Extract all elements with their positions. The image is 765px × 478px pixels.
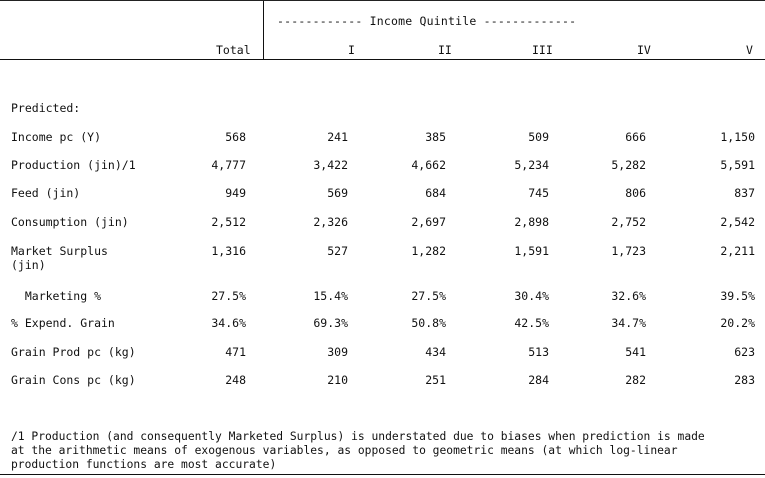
table-cell: 541	[625, 345, 646, 359]
table-cell: 50.8%	[411, 316, 446, 330]
row-label: Feed (jin)	[11, 186, 81, 200]
table-cell: 568	[225, 130, 246, 144]
header-bottom-rule	[0, 59, 765, 60]
section-label-predicted: Predicted:	[11, 101, 81, 115]
table-cell: 27.5%	[211, 289, 246, 303]
table-cell: 434	[425, 345, 446, 359]
table-cell: 309	[327, 345, 348, 359]
column-header-total: Total	[216, 43, 251, 57]
row-label: Income pc (Y)	[11, 130, 102, 144]
table-cell: 1,150	[720, 130, 755, 144]
row-label: Grain Prod pc (kg)	[11, 345, 136, 359]
table-cell: 527	[327, 244, 348, 258]
row-label: % Expend. Grain	[11, 316, 115, 330]
table-cell: 248	[225, 373, 246, 387]
table-cell: 5,282	[611, 158, 646, 172]
table-cell: 2,752	[611, 215, 646, 229]
row-label: Production (jin)/1	[11, 158, 136, 172]
table-cell: 282	[625, 373, 646, 387]
column-header-q4: IV	[637, 43, 651, 57]
footnote-bottom-rule	[0, 474, 765, 475]
column-header-q3: III	[532, 43, 553, 57]
column-header-q1: I	[348, 43, 355, 57]
table-cell: 684	[425, 186, 446, 200]
table-cell: 5,591	[720, 158, 755, 172]
table-cell: 34.7%	[611, 316, 646, 330]
table-cell: 251	[425, 373, 446, 387]
table-cell: 1,282	[411, 244, 446, 258]
table-cell: 2,211	[720, 244, 755, 258]
column-header-q5: V	[746, 43, 753, 57]
table-cell: 210	[327, 373, 348, 387]
table-cell: 2,326	[313, 215, 348, 229]
table-cell: 806	[625, 186, 646, 200]
table-cell: 42.5%	[514, 316, 549, 330]
table-cell: 284	[528, 373, 549, 387]
income-quintile-title: ------------ Income Quintile -------------	[277, 14, 577, 28]
table-cell: 15.4%	[313, 289, 348, 303]
table-cell: 241	[327, 130, 348, 144]
table-cell: 385	[425, 130, 446, 144]
table-cell: 509	[528, 130, 549, 144]
table-cell: 1,723	[611, 244, 646, 258]
row-label: Marketing %	[11, 289, 102, 303]
table-cell: 27.5%	[411, 289, 446, 303]
table-cell: 569	[327, 186, 348, 200]
table-cell: 39.5%	[720, 289, 755, 303]
table-cell: 5,234	[514, 158, 549, 172]
table-cell: 69.3%	[313, 316, 348, 330]
table-cell: 2,898	[514, 215, 549, 229]
table-cell: 20.2%	[720, 316, 755, 330]
table-cell: 837	[734, 186, 755, 200]
row-label: Grain Cons pc (kg)	[11, 373, 136, 387]
table-cell: 3,422	[313, 158, 348, 172]
table-cell: 623	[734, 345, 755, 359]
row-label: Consumption (jin)	[11, 215, 129, 229]
table-cell: 745	[528, 186, 549, 200]
table-cell: 34.6%	[211, 316, 246, 330]
table-cell: 2,542	[720, 215, 755, 229]
table-cell: 4,662	[411, 158, 446, 172]
footnote: /1 Production (and consequently Marketed Surplus) is understated due to biases when prediction is made at the arithmetic means of exogenous variables, as opposed to geometric means (at which log-linear production functions are most accurate)	[11, 430, 705, 471]
table-cell: 283	[734, 373, 755, 387]
row-label: Market Surplus (jin)	[11, 244, 108, 272]
table-cell: 949	[225, 186, 246, 200]
table-cell: 2,697	[411, 215, 446, 229]
table-cell: 32.6%	[611, 289, 646, 303]
column-header-q2: II	[438, 43, 452, 57]
table-cell: 1,591	[514, 244, 549, 258]
table-cell: 2,512	[211, 215, 246, 229]
table-cell: 513	[528, 345, 549, 359]
table-cell: 4,777	[211, 158, 246, 172]
table-cell: 30.4%	[514, 289, 549, 303]
table-cell: 471	[225, 345, 246, 359]
top-rule	[0, 0, 765, 1]
table-cell: 1,316	[211, 244, 246, 258]
table-cell: 666	[625, 130, 646, 144]
header-vertical-rule	[263, 1, 264, 59]
